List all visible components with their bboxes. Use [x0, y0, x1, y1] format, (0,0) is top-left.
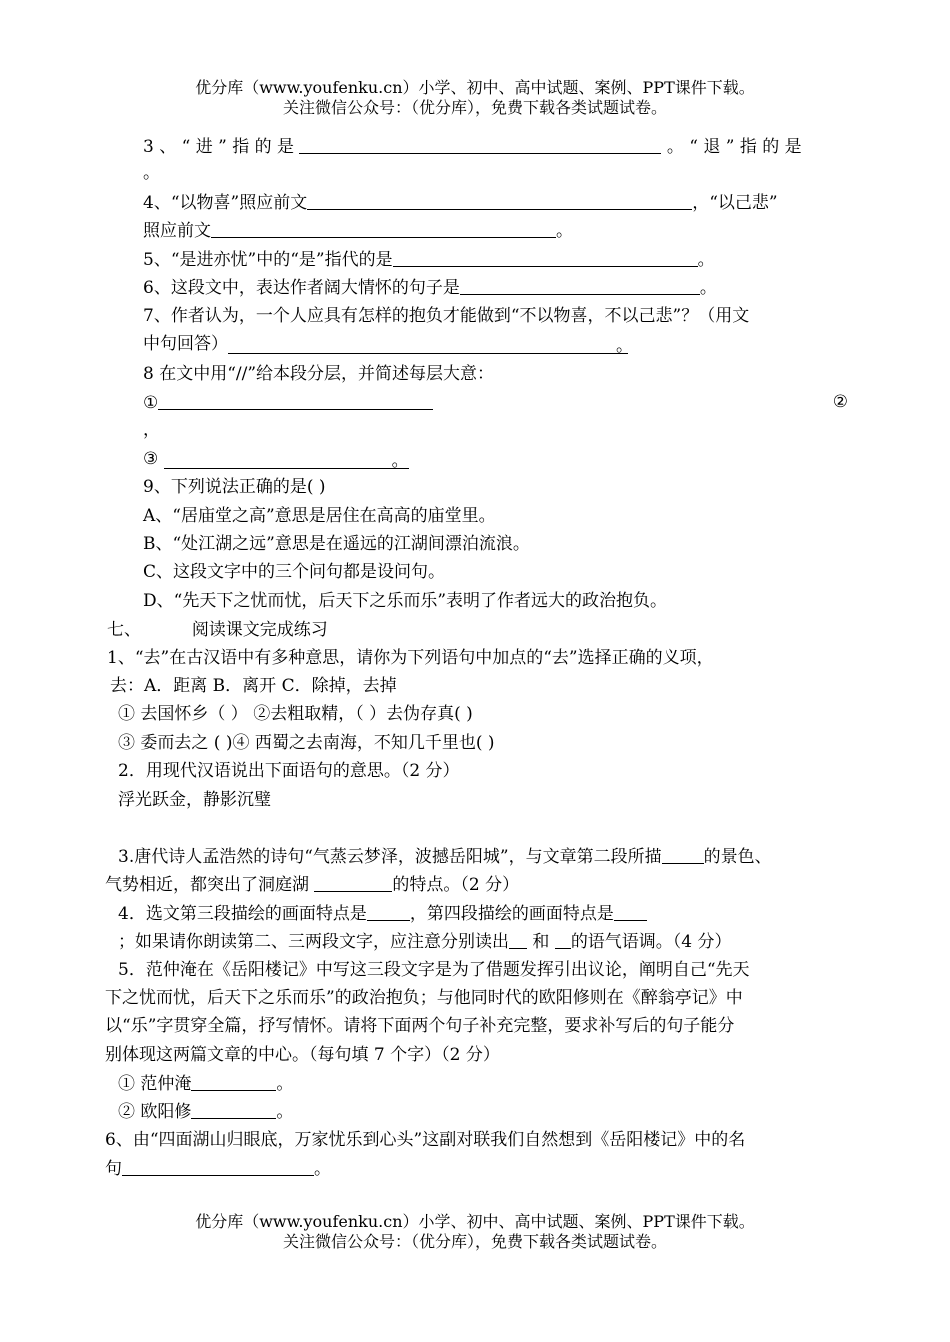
q4-blank-1[interactable] — [307, 191, 692, 210]
p3-text-a1: 3.唐代诗人孟浩然的诗句“气蒸云梦泽，波撼岳阳城”，与文章第二段所描 — [118, 847, 662, 867]
p4-blank-1[interactable] — [367, 902, 410, 921]
p5-line-3: 以“乐”字贯穿全篇，抒写情怀。请将下面两个句子补充完整，要求补写后的句子能分 — [105, 1016, 735, 1036]
q3-text-a: 3 、 “ 进 ” 指 的 是 — [143, 137, 295, 157]
q8-end: 。 — [391, 451, 409, 471]
q9-option-a: A、“居庙堂之高”意思是居住在高高的庙堂里。 — [143, 506, 496, 526]
p5-blank-2[interactable] — [191, 1100, 276, 1119]
q4-text-c: 照应前文 — [143, 221, 211, 241]
q3-line — [143, 135, 802, 158]
p3-text-a2: 的景色、 — [703, 847, 772, 867]
section-7-number: 七、 — [107, 620, 141, 640]
q8-marker-3: ③ — [143, 449, 159, 469]
p5-fill-1-end: 。 — [276, 1074, 294, 1094]
p1-stem: 1、“去”在古汉语中有多种意思，请你为下列语句中加点的“去”选择正确的义项， — [107, 648, 714, 668]
p3-blank-1[interactable] — [662, 845, 704, 864]
q6-line — [143, 276, 717, 299]
p4-text-b3: 的语气语调。（4 分） — [570, 932, 732, 952]
p5-line-2: 下之忧而忧，后天下之乐而乐”的政治抱负；与他同时代的欧阳修则在《醉翁亭记》中 — [105, 988, 743, 1008]
q9-option-c: C、这段文字中的三个问句都是设问句。 — [143, 562, 446, 582]
p5-fill-2-end: 。 — [276, 1102, 294, 1122]
p6-line-2 — [105, 1157, 331, 1180]
q5-blank[interactable] — [393, 248, 698, 267]
q7-blank[interactable] — [228, 335, 633, 356]
q8-marker-2: ② — [832, 392, 848, 412]
q8-blank-3[interactable] — [164, 450, 409, 469]
p4-blank-4[interactable] — [555, 930, 571, 949]
p4-text-a2: ，第四段描绘的画面特点是 — [409, 904, 614, 924]
p6-line-1: 6、由“四面湖山归眼底，万家忧乐到心头”这副对联我们自然想到《岳阳楼记》中的名 — [105, 1130, 746, 1150]
p5-fill-1 — [118, 1072, 293, 1095]
p2-sentence: 浮光跃金，静影沉璧 — [118, 790, 271, 810]
q8-stem: 8 在文中用“//”给本段分层，并简述每层大意： — [143, 364, 495, 384]
q8-line-3 — [143, 448, 409, 470]
footer-line-2: 关注微信公众号：（优分库），免费下载各类试题试卷。 — [282, 1232, 667, 1251]
q5-text: 5、“是进亦忧”中的“是”指代的是 — [143, 250, 393, 270]
p6-end: 。 — [314, 1159, 331, 1179]
p6-text-b: 句 — [105, 1159, 122, 1179]
p4-line-2 — [118, 930, 732, 953]
p4-blank-2[interactable] — [614, 902, 647, 921]
p3-text-b1: 气势相近，都突出了洞庭湖 — [105, 875, 315, 895]
q8-line-1 — [143, 391, 848, 414]
section-7-heading — [107, 619, 328, 641]
p5-line-4: 别体现这两篇文章的中心。（每句填 7 个字）（2 分） — [105, 1045, 500, 1065]
section-7-title: 阅读课文完成练习 — [191, 620, 328, 640]
p1-items-1: ① 去国怀乡（ ） ②去粗取精，（ ）去伪存真( ) — [118, 704, 473, 724]
p4-text-b2: 和 — [527, 932, 555, 952]
p1-options: 去：A．距离 B．离开 C．除掉，去掉 — [110, 676, 397, 696]
p3-text-b2: 的特点。（2 分） — [392, 875, 520, 895]
q4-line-2 — [143, 219, 573, 242]
q3-end: 。 — [143, 163, 160, 183]
q4-text-d: 。 — [556, 221, 573, 241]
q4-blank-2[interactable] — [211, 219, 556, 238]
q9-stem: 9、下列说法正确的是( ) — [143, 477, 326, 497]
q6-blank[interactable] — [460, 276, 700, 295]
q4-text-b: ，“以己悲” — [692, 193, 778, 213]
q8-comma: ， — [143, 420, 160, 440]
q7-line-1: 7、作者认为，一个人应具有怎样的抱负才能做到“不以物喜，不以己悲”？（用文 — [143, 306, 750, 326]
q6-end: 。 — [699, 278, 717, 298]
p4-line-1 — [118, 902, 647, 925]
q4-text-a: 4、“以物喜”照应前文 — [143, 193, 308, 213]
page-header — [0, 78, 950, 118]
p3-line-1 — [118, 845, 772, 868]
q7-line-2 — [143, 333, 633, 356]
q3-text-b: 。 “ 退 ” 指 的 是 — [666, 137, 802, 157]
p2-stem: 2．用现代汉语说出下面语句的意思。（2 分） — [118, 761, 460, 781]
q9-option-b: B、“处江湖之远”意思是在遥远的江湖间漂泊流浪。 — [143, 534, 530, 554]
p4-text-a1: 4．选文第三段描绘的画面特点是 — [118, 904, 367, 924]
p5-fill-2-label: ② 欧阳修 — [118, 1102, 192, 1122]
p4-blank-3[interactable] — [509, 930, 527, 949]
q3-blank-1[interactable] — [299, 135, 661, 154]
footer-line-1: 优分库（www.youfenku.cn）小学、初中、高中试题、案例、PPT课件下载。 — [195, 1212, 755, 1231]
q6-text: 6、这段文中，表达作者阔大情怀的句子是 — [143, 278, 460, 298]
q4-line-1 — [143, 191, 778, 214]
p5-fill-2 — [118, 1100, 293, 1123]
p5-fill-1-label: ① 范仲淹 — [118, 1074, 192, 1094]
p5-line-1: 5．范仲淹在《岳阳楼记》中写这三段文字是为了借题发挥引出议论，阐明自己“先天 — [118, 960, 750, 980]
q5-end: 。 — [697, 250, 715, 270]
header-line-1: 优分库（www.youfenku.cn）小学、初中、高中试题、案例、PPT课件下载。 — [195, 78, 755, 97]
q7-end: 。 — [616, 336, 633, 356]
q8-marker-1: ① — [143, 393, 159, 413]
p5-blank-1[interactable] — [191, 1072, 276, 1091]
q5-line — [143, 248, 715, 271]
q8-blank-1[interactable] — [158, 391, 433, 410]
p3-line-2 — [105, 873, 519, 896]
page-footer — [0, 1212, 950, 1252]
p4-text-b1: ；如果请你朗读第二、三两段文字，应注意分别读出 — [118, 932, 509, 952]
header-line-2: 关注微信公众号：（优分库），免费下载各类试题试卷。 — [282, 98, 667, 117]
p3-blank-2[interactable] — [314, 873, 392, 892]
p6-blank[interactable] — [122, 1157, 314, 1176]
q9-option-d: D、“先天下之忧而忧，后天下之乐而乐”表明了作者远大的政治抱负。 — [143, 591, 668, 611]
p1-items-2: ③ 委而去之 ( )④ 西蜀之去南海，不知几千里也( ) — [118, 733, 495, 753]
q7-text-b: 中句回答） — [143, 334, 228, 354]
